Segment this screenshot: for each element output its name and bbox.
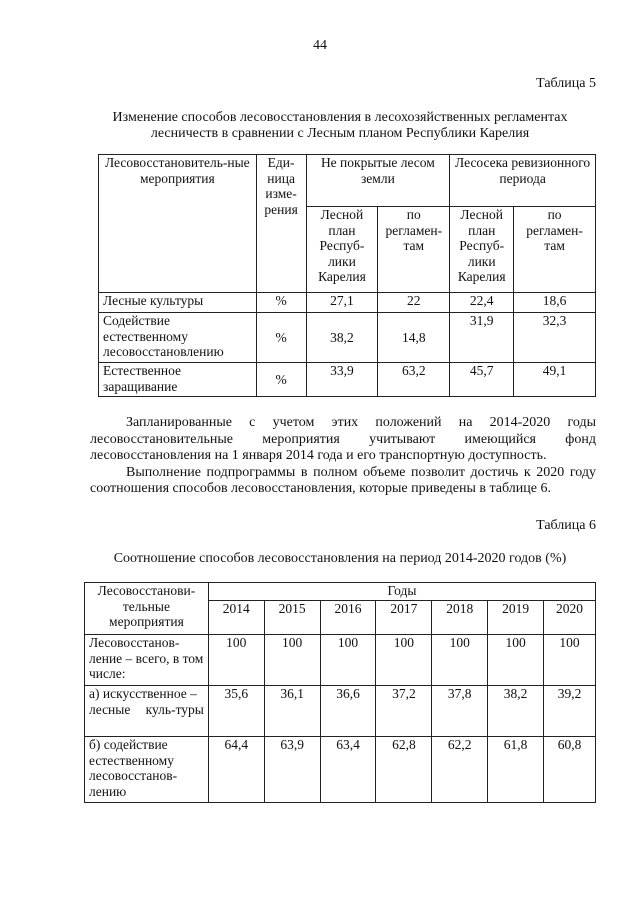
table5-label: Таблица 5 <box>536 76 596 91</box>
header-year: 2020 <box>544 601 596 635</box>
cell: 61,8 <box>488 737 544 803</box>
cell: 38,2 <box>488 686 544 737</box>
cell: 100 <box>488 635 544 686</box>
cell: 36,1 <box>264 686 320 737</box>
cell: 38,2 <box>306 313 378 363</box>
header-years: Годы <box>208 583 595 601</box>
table-row <box>85 737 596 803</box>
cell: 60,8 <box>544 737 596 803</box>
cell: 49,1 <box>514 363 596 397</box>
paragraph: Запланированные с учетом этих положений на 2014-2020 годы лесовосстановительные мероприятия учитывают имеющийся фонд лесовосстановления на 1 января 2014 года и его транспортную доступность. <box>90 415 596 463</box>
cell: 18,6 <box>514 293 596 313</box>
cell: 62,2 <box>432 737 488 803</box>
cell: 14,8 <box>378 313 450 363</box>
cell: 62,8 <box>376 737 432 803</box>
table5-title-line2: лесничеств в сравнении с Лесным планом Республики Карелия <box>150 126 530 141</box>
header-forest-plan: Лесной план Респуб-лики Карелия <box>450 207 514 293</box>
header-regulations: по регламен-там <box>514 207 596 293</box>
table-row <box>99 293 596 313</box>
table6 <box>84 582 596 803</box>
header-unit: Еди-ница изме-рения <box>256 155 306 293</box>
cell: 39,2 <box>544 686 596 737</box>
table6-label: Таблица 6 <box>536 518 596 533</box>
cell: 100 <box>264 635 320 686</box>
body-text <box>90 415 596 498</box>
cell: 100 <box>320 635 376 686</box>
header-year: 2015 <box>264 601 320 635</box>
cell: 33,9 <box>306 363 378 397</box>
cell: 63,2 <box>378 363 450 397</box>
cell: 27,1 <box>306 293 378 313</box>
table-row <box>99 363 596 397</box>
row-unit: % <box>256 293 306 313</box>
header-activity: Лесовосстановитель-ные мероприятия <box>99 155 257 293</box>
paragraph: Выполнение подпрограммы в полном объеме позволит достичь к 2020 году соотношения способов лесовосстановления, которые приведены в таблице 6. <box>90 464 596 496</box>
table5 <box>98 154 596 397</box>
table-row <box>85 635 596 686</box>
table5-title <box>90 110 590 142</box>
cell: 100 <box>376 635 432 686</box>
cell: 63,4 <box>320 737 376 803</box>
header-revision: Лесосека ревизионного периода <box>450 155 596 207</box>
header-year: 2019 <box>488 601 544 635</box>
cell: 37,2 <box>376 686 432 737</box>
cell: 64,4 <box>208 737 264 803</box>
row-unit: % <box>256 313 306 363</box>
row-name: Содействие естественному лесовосстановлению <box>99 313 257 363</box>
row-name: Лесные культуры <box>99 293 257 313</box>
header-regulations: по регламен-там <box>378 207 450 293</box>
cell: 32,3 <box>514 313 596 363</box>
header-year: 2014 <box>208 601 264 635</box>
cell: 45,7 <box>450 363 514 397</box>
header-year: 2017 <box>376 601 432 635</box>
row-name: а) искусственное – лесные куль-туры <box>85 686 209 737</box>
cell: 37,8 <box>432 686 488 737</box>
table-row <box>85 686 596 737</box>
cell: 31,9 <box>450 313 514 363</box>
cell: 100 <box>208 635 264 686</box>
row-name: Естественное заращивание <box>99 363 257 397</box>
header-activity: Лесовосстанови-тельные мероприятия <box>85 583 209 635</box>
row-name: Лесовосстанов-ление – всего, в том числе: <box>85 635 209 686</box>
header-year: 2016 <box>320 601 376 635</box>
cell: 100 <box>544 635 596 686</box>
row-unit: % <box>256 363 306 397</box>
cell: 35,6 <box>208 686 264 737</box>
table-row <box>99 313 596 363</box>
cell: 36,6 <box>320 686 376 737</box>
table5-title-line1: Изменение способов лесовосстановления в лесохозяйственных регламентах <box>112 110 568 125</box>
page-number: 44 <box>313 38 327 53</box>
table6-title: Соотношение способов лесовосстановления на период 2014-2020 годов (%) <box>113 551 567 566</box>
row-name: б) содействие естественному лесовосстанов-лению <box>85 737 209 803</box>
header-year: 2018 <box>432 601 488 635</box>
cell: 63,9 <box>264 737 320 803</box>
header-not-covered: Не покрытые лесом земли <box>306 155 450 207</box>
cell: 22 <box>378 293 450 313</box>
header-forest-plan: Лесной план Респуб-лики Карелия <box>306 207 378 293</box>
cell: 100 <box>432 635 488 686</box>
cell: 22,4 <box>450 293 514 313</box>
